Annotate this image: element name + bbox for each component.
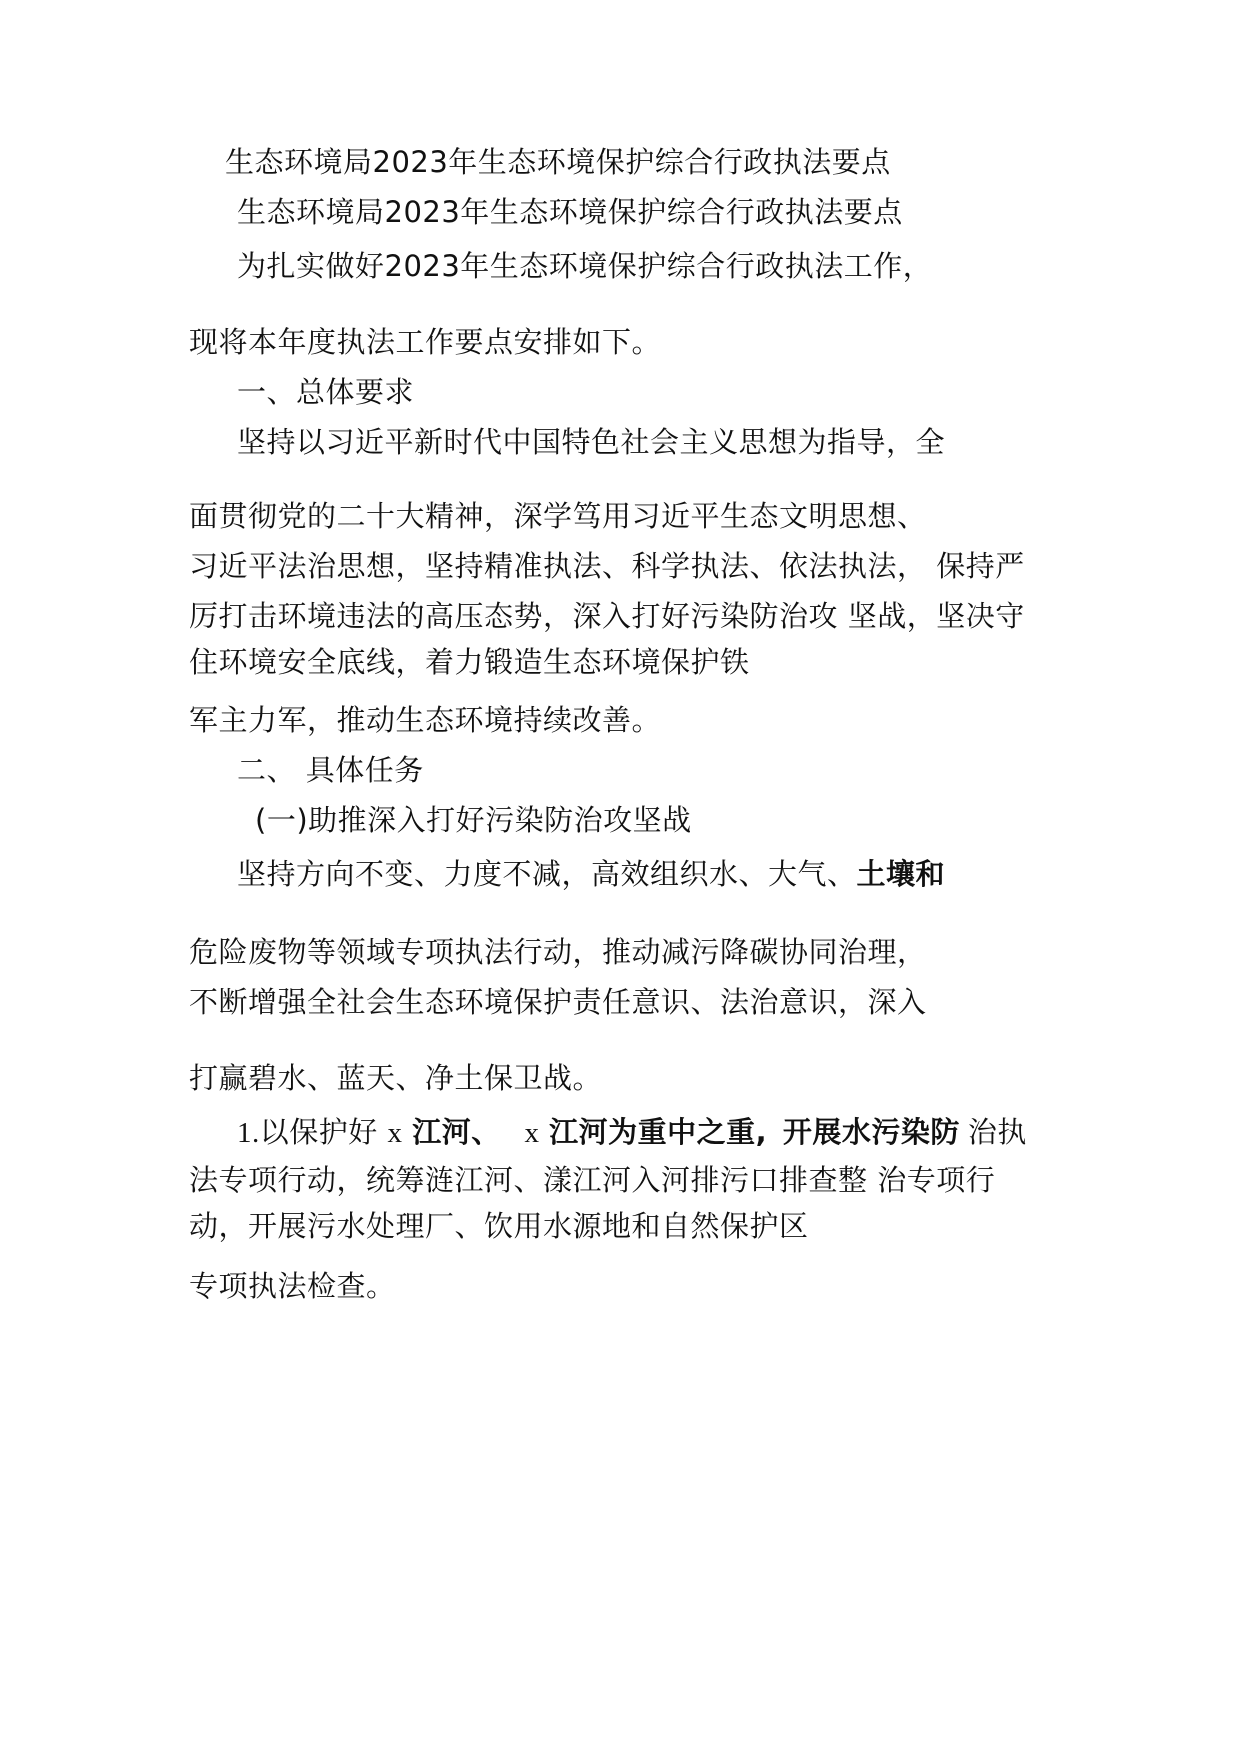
paragraph-line: 厉打击环境违法的高压态势，深入打好污染防治攻 坚战，坚决守 (189, 599, 1025, 633)
intro-line-2: 现将本年度执法工作要点安排如下。 (189, 325, 662, 359)
bold-phrase: 开展水污染防 (782, 1115, 960, 1149)
paragraph-line: 军主力军，推动生态环境持续改善。 (189, 703, 662, 737)
paragraph-line (237, 854, 945, 894)
river-name: 江河、 (412, 1115, 501, 1149)
paragraph-line: 坚持以习近平新时代中国特色社会主义思想为指导，全 (237, 425, 946, 459)
placeholder-x: x (524, 1117, 540, 1149)
paragraph-line: 危险废物等领域专项执法行动，推动减污降碳协同治理， (189, 935, 927, 969)
paragraph-text: 坚持方向不变、力度不减，高效组织水、大气、 (237, 857, 857, 891)
river-name: 江河为重中之重, (549, 1115, 768, 1149)
document-title: 生态环境局2023年生态环境保护综合行政执法要点 (225, 145, 891, 179)
document-subtitle: 生态环境局2023年生态环境保护综合行政执法要点 (237, 195, 903, 229)
placeholder-x: x (387, 1117, 403, 1149)
paragraph-line: 动，开展污水处理厂、饮用水源地和自然保护区 (189, 1209, 809, 1243)
paragraph-line: 不断增强全社会生态环境保护责任意识、法治意识，深入 (189, 985, 927, 1019)
paragraph-bold-text: 土壤和 (856, 857, 946, 891)
paragraph-line: 专项执法检查。 (189, 1269, 396, 1303)
paragraph-line: 面贯彻党的二十大精神，深学笃用习近平生态文明思想、 (189, 499, 927, 533)
section-heading-1: 一、总体要求 (237, 375, 415, 409)
intro-line-1: 为扎实做好2023年生态环境保护综合行政执法工作， (237, 249, 933, 283)
paragraph-line: 习近平法治思想，坚持精准执法、科学执法、依法执法， 保持严 (189, 549, 1025, 583)
paragraph-line: 打赢碧水、蓝天、净土保卫战。 (189, 1061, 603, 1095)
paragraph-line: 住环境安全底线，着力锻造生态环境保护铁 (189, 645, 750, 679)
list-item-text: 治执 (967, 1115, 1027, 1149)
list-item-1 (237, 1112, 1027, 1153)
paragraph-line: 法专项行动，统筹涟江河、漾江河入河排污口排查整 治专项行 (189, 1163, 996, 1197)
section-heading-2: 二、 具体任务 (237, 753, 424, 787)
subsection-heading-1: (一)助推深入打好污染防治攻坚战 (255, 803, 692, 837)
list-item-lead: 1.以保护好 (237, 1117, 378, 1149)
